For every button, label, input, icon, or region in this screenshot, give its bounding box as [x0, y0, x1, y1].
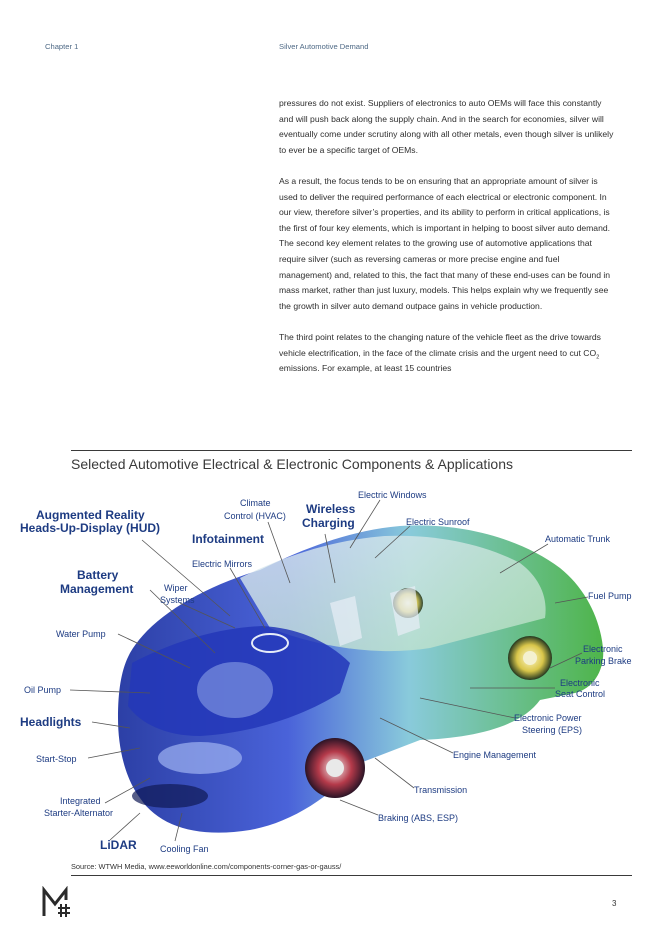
label-hvac: Control (HVAC) — [224, 511, 286, 521]
figure-top-rule — [71, 450, 632, 451]
label-start-stop: Start-Stop — [36, 754, 77, 764]
paragraph-3 — [279, 330, 614, 377]
label-cooling-fan: Cooling Fan — [160, 844, 209, 854]
label-engine-management: Engine Management — [453, 750, 537, 760]
section-title: Silver Automotive Demand — [279, 42, 369, 51]
chapter-label: Chapter 1 — [45, 42, 79, 51]
figure-source: Source: WTWH Media, www.eeworldonline.com/components-corner-gas-or-gauss/ — [71, 862, 342, 871]
label-charging: Charging — [302, 516, 355, 530]
headlight-shape — [158, 742, 242, 774]
label-automatic-trunk: Automatic Trunk — [545, 534, 611, 544]
label-parking-brake: Parking Brake — [575, 656, 632, 666]
logo-icon — [42, 886, 72, 918]
label-electric-sunroof: Electric Sunroof — [406, 517, 470, 527]
label-starter-alternator: Starter-Alternator — [44, 808, 114, 818]
label-braking: Braking (ABS, ESP) — [378, 813, 459, 823]
paragraph-3-text: The third point relates to the changing nature of the vehicle fleet as the drive towards vehicle electrification, in the face of the climate crisis and the urgent need to cut CO — [279, 331, 601, 358]
label-steering-eps: Steering (EPS) — [522, 725, 583, 735]
label-infotainment: Infotainment — [192, 532, 264, 546]
paragraph-1: pressures do not exist. Suppliers of electronics to auto OEMs will face this constantly and will push back along the supply chain. And in the search for economies, silver will eventually come under scrutiny along with all other metals, even though silver is unlikely to ever be a specific target of OEMs. — [279, 98, 614, 155]
label-seat-control: Seat Control — [555, 689, 606, 699]
paragraph-2: As a result, the focus tends to be on ensuring that an appropriate amount of silver is used to deliver the required performance of each electrical or electronic component. In our view, therefore silver’s properties, and its ability to perform in critical applications, is the first of four key elements, which is important in helping to boost silver auto demand. The second key element relates to the growing use of automotive applications that require silver (such as reversing cameras or more precise engine and fuel management) and, related to this, the fact that many of these end-uses can be found in mass market, rather than just luxury, models. This helps explain why we frequently see the growth in silver auto demand outpace gains in vehicle production. — [279, 175, 611, 311]
label-electric-windows: Electric Windows — [358, 490, 427, 500]
engine-block — [197, 662, 273, 718]
label-battery: Battery — [77, 568, 119, 582]
label-electric-mirrors: Electric Mirrors — [192, 559, 252, 569]
label-hud: Heads-Up-Display (HUD) — [20, 521, 161, 535]
label-oil-pump: Oil Pump — [24, 685, 62, 695]
label-transmission: Transmission — [414, 785, 468, 795]
paragraph-3-text-end: emissions. For example, at least 15 countries — [279, 363, 452, 374]
label-electronic-1: Electronic — [583, 644, 623, 654]
label-augmented-reality: Augmented Reality — [36, 508, 145, 522]
label-water-pump: Water Pump — [56, 629, 106, 639]
label-wiper: Wiper — [164, 583, 188, 593]
co2-subscript: 2 — [596, 354, 600, 361]
label-electronic-power: Electronic Power — [514, 713, 582, 723]
label-wireless: Wireless — [306, 502, 356, 516]
figure-bottom-rule — [71, 875, 632, 876]
label-climate: Climate — [240, 498, 271, 508]
label-lidar: LiDAR — [100, 838, 137, 852]
figure-title: Selected Automotive Electrical & Electronic Components & Applications — [71, 456, 514, 472]
label-headlights: Headlights — [20, 715, 82, 729]
label-electronic-2: Electronic — [560, 678, 600, 688]
label-fuel-pump: Fuel Pump — [588, 591, 632, 601]
front-wheel-hub — [326, 759, 344, 777]
rear-wheel-hub — [523, 651, 537, 665]
car-components-figure — [0, 478, 662, 858]
grille-shape — [132, 784, 208, 808]
label-systems: Systems — [160, 595, 195, 605]
page-number: 3 — [612, 899, 617, 908]
label-integrated: Integrated — [60, 796, 101, 806]
body-text — [279, 96, 614, 392]
label-management: Management — [60, 582, 134, 596]
